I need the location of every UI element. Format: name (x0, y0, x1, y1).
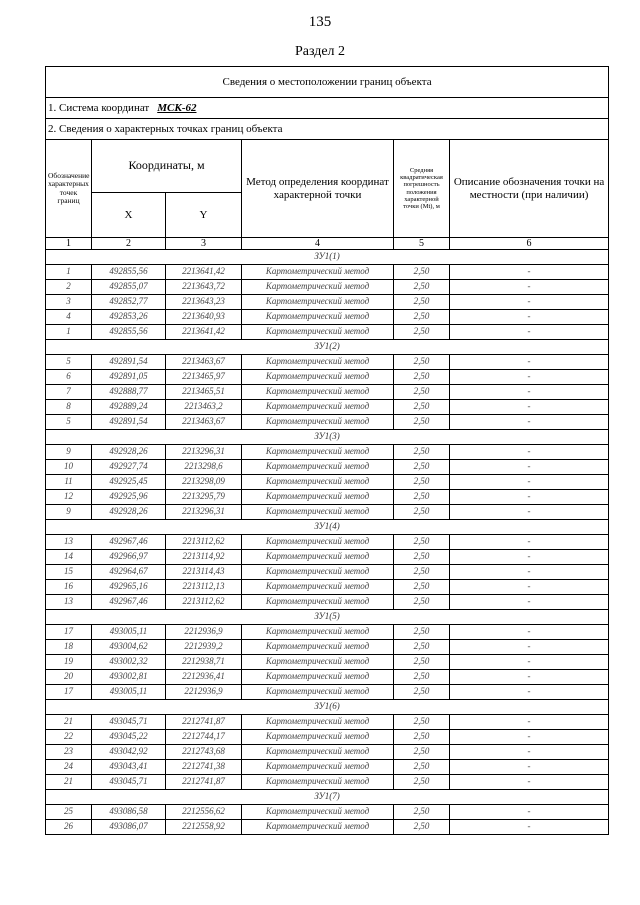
accuracy-cell: 2,50 (394, 325, 450, 340)
point-id-cell: 12 (46, 490, 92, 505)
header-coordinates: Координаты, м (92, 140, 242, 193)
x-cell: 492966,97 (92, 550, 166, 565)
x-cell: 493042,92 (92, 745, 166, 760)
description-cell: - (450, 475, 609, 490)
group-row (46, 340, 609, 355)
y-cell: 2213296,31 (166, 505, 242, 520)
y-cell: 2213112,62 (166, 595, 242, 610)
point-id-cell: 3 (46, 295, 92, 310)
point-id-cell: 17 (46, 625, 92, 640)
method-cell: Картометрический метод (242, 775, 394, 790)
description-cell: - (450, 445, 609, 460)
header-point-designation: Обозначение характерных точек границ (46, 140, 92, 238)
method-cell: Картометрический метод (242, 445, 394, 460)
table-row (46, 415, 609, 430)
accuracy-cell: 2,50 (394, 280, 450, 295)
accuracy-cell: 2,50 (394, 295, 450, 310)
description-cell: - (450, 325, 609, 340)
point-id-cell: 19 (46, 655, 92, 670)
coord-system-row (46, 98, 609, 119)
table-row (46, 745, 609, 760)
accuracy-cell: 2,50 (394, 670, 450, 685)
method-cell: Картометрический метод (242, 310, 394, 325)
method-cell: Картометрический метод (242, 595, 394, 610)
header-accuracy: Средняя квадратическая погрешность положения характерной точки (Mt), м (394, 140, 450, 238)
table-row (46, 505, 609, 520)
accuracy-cell: 2,50 (394, 805, 450, 820)
y-cell: 2213463,67 (166, 415, 242, 430)
accuracy-cell: 2,50 (394, 415, 450, 430)
group-row (46, 430, 609, 445)
point-id-cell: 7 (46, 385, 92, 400)
x-cell: 493086,07 (92, 820, 166, 835)
accuracy-cell: 2,50 (394, 535, 450, 550)
accuracy-cell: 2,50 (394, 445, 450, 460)
point-id-cell: 15 (46, 565, 92, 580)
method-cell: Картометрический метод (242, 670, 394, 685)
point-id-cell: 13 (46, 535, 92, 550)
point-id-cell: 23 (46, 745, 92, 760)
x-cell: 492925,96 (92, 490, 166, 505)
y-cell: 2212743,68 (166, 745, 242, 760)
x-cell: 492891,54 (92, 355, 166, 370)
description-cell: - (450, 685, 609, 700)
group-name: ЗУ1(1) (46, 250, 609, 265)
table-row (46, 760, 609, 775)
method-cell: Картометрический метод (242, 370, 394, 385)
description-cell: - (450, 535, 609, 550)
column-number: 6 (450, 238, 609, 250)
description-cell: - (450, 265, 609, 280)
column-number: 4 (242, 238, 394, 250)
point-id-cell: 20 (46, 670, 92, 685)
x-cell: 492965,16 (92, 580, 166, 595)
method-cell: Картометрический метод (242, 655, 394, 670)
method-cell: Картометрический метод (242, 505, 394, 520)
x-cell: 492855,07 (92, 280, 166, 295)
table-row (46, 640, 609, 655)
accuracy-cell: 2,50 (394, 775, 450, 790)
point-id-cell: 22 (46, 730, 92, 745)
method-cell: Картометрический метод (242, 280, 394, 295)
accuracy-cell: 2,50 (394, 400, 450, 415)
accuracy-cell: 2,50 (394, 655, 450, 670)
y-cell: 2213463,67 (166, 355, 242, 370)
point-id-cell: 13 (46, 595, 92, 610)
table-row (46, 670, 609, 685)
point-id-cell: 21 (46, 775, 92, 790)
table-row (46, 295, 609, 310)
x-cell: 492928,26 (92, 505, 166, 520)
x-cell: 492888,77 (92, 385, 166, 400)
accuracy-cell: 2,50 (394, 715, 450, 730)
point-id-cell: 6 (46, 370, 92, 385)
point-id-cell: 9 (46, 505, 92, 520)
accuracy-cell: 2,50 (394, 355, 450, 370)
table-row (46, 355, 609, 370)
table-row (46, 805, 609, 820)
header-x: X (92, 193, 166, 238)
table-row (46, 820, 609, 835)
method-cell: Картометрический метод (242, 535, 394, 550)
description-cell: - (450, 295, 609, 310)
accuracy-cell: 2,50 (394, 685, 450, 700)
accuracy-cell: 2,50 (394, 595, 450, 610)
group-name: ЗУ1(3) (46, 430, 609, 445)
point-id-cell: 21 (46, 715, 92, 730)
method-cell: Картометрический метод (242, 415, 394, 430)
description-cell: - (450, 370, 609, 385)
description-cell: - (450, 760, 609, 775)
y-cell: 2213295,79 (166, 490, 242, 505)
accuracy-cell: 2,50 (394, 580, 450, 595)
table-row (46, 535, 609, 550)
method-cell: Картометрический метод (242, 715, 394, 730)
x-cell: 493005,11 (92, 685, 166, 700)
y-cell: 2213643,72 (166, 280, 242, 295)
y-cell: 2213463,2 (166, 400, 242, 415)
point-id-cell: 9 (46, 445, 92, 460)
x-cell: 493002,81 (92, 670, 166, 685)
y-cell: 2213641,42 (166, 265, 242, 280)
accuracy-cell: 2,50 (394, 745, 450, 760)
description-cell: - (450, 655, 609, 670)
method-cell: Картометрический метод (242, 460, 394, 475)
y-cell: 2212936,9 (166, 685, 242, 700)
accuracy-cell: 2,50 (394, 565, 450, 580)
table-row (46, 565, 609, 580)
x-cell: 492891,05 (92, 370, 166, 385)
method-cell: Картометрический метод (242, 805, 394, 820)
header-description: Описание обозначения точки на местности (при наличии) (450, 140, 609, 238)
table-row (46, 490, 609, 505)
group-row (46, 610, 609, 625)
description-cell: - (450, 505, 609, 520)
y-cell: 2213465,51 (166, 385, 242, 400)
table-title: Сведения о местоположении границ объекта (46, 67, 609, 98)
group-name: ЗУ1(6) (46, 700, 609, 715)
table-row (46, 730, 609, 745)
description-cell: - (450, 595, 609, 610)
method-cell: Картометрический метод (242, 730, 394, 745)
accuracy-cell: 2,50 (394, 370, 450, 385)
y-cell: 2213112,13 (166, 580, 242, 595)
x-cell: 493004,62 (92, 640, 166, 655)
method-cell: Картометрический метод (242, 550, 394, 565)
method-cell: Картометрический метод (242, 640, 394, 655)
method-cell: Картометрический метод (242, 325, 394, 340)
x-cell: 493086,58 (92, 805, 166, 820)
x-cell: 492967,46 (92, 535, 166, 550)
method-cell: Картометрический метод (242, 265, 394, 280)
table-row (46, 625, 609, 640)
table-row (46, 265, 609, 280)
method-cell: Картометрический метод (242, 685, 394, 700)
accuracy-cell: 2,50 (394, 640, 450, 655)
coord-system-label: 1. Система координат (48, 101, 150, 114)
point-id-cell: 25 (46, 805, 92, 820)
x-cell: 492925,45 (92, 475, 166, 490)
y-cell: 2212741,87 (166, 775, 242, 790)
table-row (46, 280, 609, 295)
y-cell: 2213641,42 (166, 325, 242, 340)
x-cell: 493045,22 (92, 730, 166, 745)
description-cell: - (450, 280, 609, 295)
y-cell: 2212936,41 (166, 670, 242, 685)
x-cell: 492964,67 (92, 565, 166, 580)
y-cell: 2213298,6 (166, 460, 242, 475)
coord-system-value: МСК-62 (157, 101, 197, 114)
point-id-cell: 11 (46, 475, 92, 490)
x-cell: 493005,11 (92, 625, 166, 640)
table-row (46, 685, 609, 700)
accuracy-cell: 2,50 (394, 475, 450, 490)
y-cell: 2213112,62 (166, 535, 242, 550)
boundary-table (45, 66, 609, 835)
group-row (46, 520, 609, 535)
table-row (46, 775, 609, 790)
y-cell: 2212744,17 (166, 730, 242, 745)
x-cell: 492891,54 (92, 415, 166, 430)
header-method: Метод определения координат характерной точки (242, 140, 394, 238)
point-id-cell: 10 (46, 460, 92, 475)
point-id-cell: 24 (46, 760, 92, 775)
point-id-cell: 4 (46, 310, 92, 325)
point-id-cell: 1 (46, 265, 92, 280)
accuracy-cell: 2,50 (394, 490, 450, 505)
section-title: Раздел 2 (294, 44, 346, 59)
y-cell: 2212558,92 (166, 820, 242, 835)
table-row (46, 310, 609, 325)
method-cell: Картометрический метод (242, 355, 394, 370)
point-id-cell: 5 (46, 355, 92, 370)
description-cell: - (450, 550, 609, 565)
column-number: 3 (166, 238, 242, 250)
x-cell: 492967,46 (92, 595, 166, 610)
description-cell: - (450, 745, 609, 760)
accuracy-cell: 2,50 (394, 820, 450, 835)
group-name: ЗУ1(7) (46, 790, 609, 805)
description-cell: - (450, 670, 609, 685)
description-cell: - (450, 385, 609, 400)
group-name: ЗУ1(5) (46, 610, 609, 625)
group-row (46, 790, 609, 805)
description-cell: - (450, 400, 609, 415)
table-row (46, 715, 609, 730)
description-cell: - (450, 640, 609, 655)
description-cell: - (450, 580, 609, 595)
method-cell: Картометрический метод (242, 625, 394, 640)
point-id-cell: 1 (46, 325, 92, 340)
y-cell: 2213298,09 (166, 475, 242, 490)
method-cell: Картометрический метод (242, 580, 394, 595)
point-id-cell: 8 (46, 400, 92, 415)
point-id-cell: 18 (46, 640, 92, 655)
table-row (46, 370, 609, 385)
column-number: 2 (92, 238, 166, 250)
x-cell: 493002,32 (92, 655, 166, 670)
accuracy-cell: 2,50 (394, 505, 450, 520)
accuracy-cell: 2,50 (394, 550, 450, 565)
x-cell: 492889,24 (92, 400, 166, 415)
accuracy-cell: 2,50 (394, 460, 450, 475)
accuracy-cell: 2,50 (394, 385, 450, 400)
column-number: 5 (394, 238, 450, 250)
y-cell: 2213643,23 (166, 295, 242, 310)
table-row (46, 475, 609, 490)
table-row (46, 580, 609, 595)
y-cell: 2213465,97 (166, 370, 242, 385)
points-title: 2. Сведения о характерных точках границ объекта (46, 119, 609, 140)
description-cell: - (450, 625, 609, 640)
table-row (46, 460, 609, 475)
table-row (46, 550, 609, 565)
column-number-row (46, 238, 609, 250)
method-cell: Картометрический метод (242, 565, 394, 580)
group-name: ЗУ1(4) (46, 520, 609, 535)
x-cell: 492855,56 (92, 325, 166, 340)
group-row (46, 250, 609, 265)
y-cell: 2212556,62 (166, 805, 242, 820)
accuracy-cell: 2,50 (394, 265, 450, 280)
table-row (46, 595, 609, 610)
method-cell: Картометрический метод (242, 745, 394, 760)
y-cell: 2213114,43 (166, 565, 242, 580)
x-cell: 492852,77 (92, 295, 166, 310)
y-cell: 2212741,87 (166, 715, 242, 730)
description-cell: - (450, 490, 609, 505)
description-cell: - (450, 715, 609, 730)
x-cell: 493045,71 (92, 715, 166, 730)
y-cell: 2212938,71 (166, 655, 242, 670)
method-cell: Картометрический метод (242, 385, 394, 400)
accuracy-cell: 2,50 (394, 730, 450, 745)
point-id-cell: 26 (46, 820, 92, 835)
point-id-cell: 14 (46, 550, 92, 565)
method-cell: Картометрический метод (242, 760, 394, 775)
group-row (46, 700, 609, 715)
method-cell: Картометрический метод (242, 295, 394, 310)
point-id-cell: 16 (46, 580, 92, 595)
y-cell: 2212741,38 (166, 760, 242, 775)
column-number: 1 (46, 238, 92, 250)
description-cell: - (450, 415, 609, 430)
table-row (46, 400, 609, 415)
table-row (46, 385, 609, 400)
point-id-cell: 17 (46, 685, 92, 700)
description-cell: - (450, 820, 609, 835)
method-cell: Картометрический метод (242, 400, 394, 415)
method-cell: Картометрический метод (242, 490, 394, 505)
description-cell: - (450, 460, 609, 475)
x-cell: 493043,41 (92, 760, 166, 775)
accuracy-cell: 2,50 (394, 625, 450, 640)
description-cell: - (450, 565, 609, 580)
table-row (46, 325, 609, 340)
description-cell: - (450, 310, 609, 325)
accuracy-cell: 2,50 (394, 310, 450, 325)
point-id-cell: 5 (46, 415, 92, 430)
y-cell: 2212939,2 (166, 640, 242, 655)
header-y: Y (166, 193, 242, 238)
y-cell: 2212936,9 (166, 625, 242, 640)
description-cell: - (450, 730, 609, 745)
point-id-cell: 2 (46, 280, 92, 295)
accuracy-cell: 2,50 (394, 760, 450, 775)
y-cell: 2213114,92 (166, 550, 242, 565)
x-cell: 492928,26 (92, 445, 166, 460)
method-cell: Картометрический метод (242, 475, 394, 490)
description-cell: - (450, 355, 609, 370)
group-name: ЗУ1(2) (46, 340, 609, 355)
description-cell: - (450, 775, 609, 790)
table-row (46, 655, 609, 670)
y-cell: 2213640,93 (166, 310, 242, 325)
table-row (46, 445, 609, 460)
x-cell: 492927,74 (92, 460, 166, 475)
page-number: 135 (308, 14, 332, 30)
x-cell: 493045,71 (92, 775, 166, 790)
x-cell: 492853,26 (92, 310, 166, 325)
y-cell: 2213296,31 (166, 445, 242, 460)
description-cell: - (450, 805, 609, 820)
method-cell: Картометрический метод (242, 820, 394, 835)
x-cell: 492855,56 (92, 265, 166, 280)
